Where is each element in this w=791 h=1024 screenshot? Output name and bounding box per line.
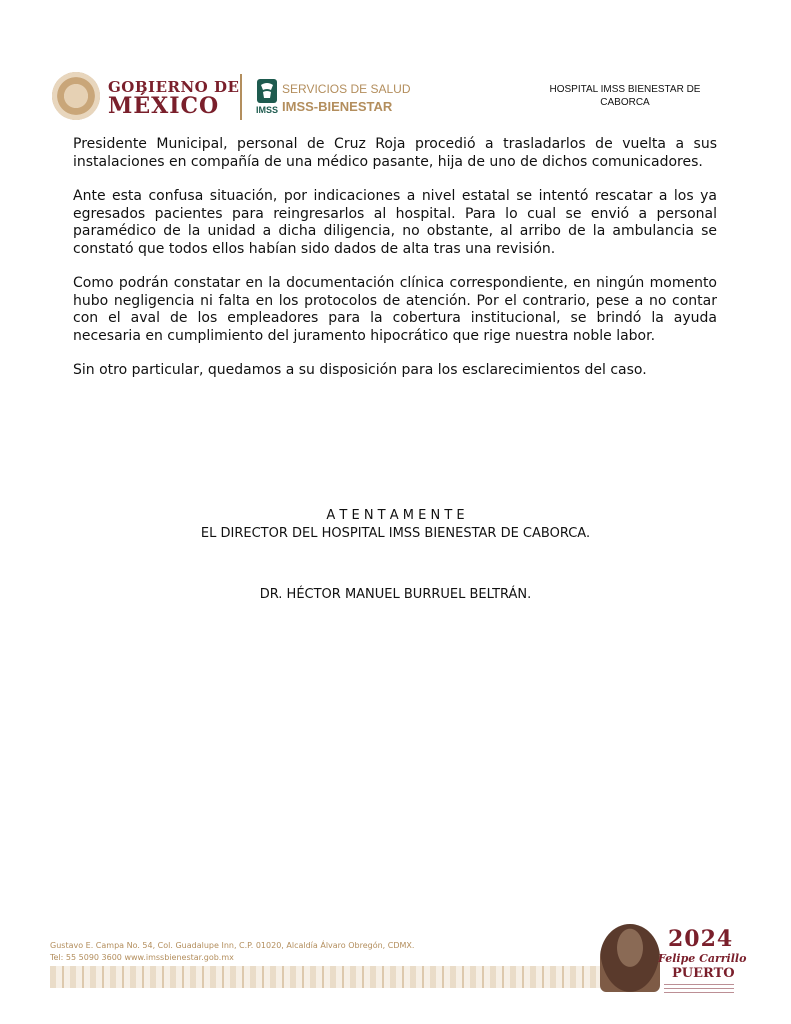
signer-title: EL DIRECTOR DEL HOSPITAL IMSS BIENESTAR DE CABORCA. [200,526,591,541]
portrait-icon [600,924,660,992]
paragraph: Como podrán constatar en la documentación clínica correspondiente, en ningún momento hubo negligencia ni falta en los protocolos de atención. Por el contrario, pese a no contar con el aval de los empleadores para la cobertura institucional, se brindó la ayuda necesaria en cumplimiento del juramento hipocrático que rige nuestra noble labor. [73,275,717,344]
mexico-label: MÉXICO [108,93,220,119]
year-label: 2024 [668,926,734,952]
imss-abbr-label: IMSS [256,105,279,115]
letter-body [73,136,717,397]
footer-pattern [50,966,610,988]
closing-text: A T E N T A M E N T E [326,508,465,523]
hospital-header-line1: HOSPITAL IMSS BIENESTAR DE [549,84,701,95]
paragraph: Ante esta confusa situación, por indicaciones a nivel estatal se intentó rescatar a los ya egresados pacientes para reingresarlos al hospital. Para lo cual se envió a personal paramédico de la unidad a dicha diligencia, no obstante, al arribo de la ambulancia se constató que todos ellos habían sido dados de alta tras una revisión. [73,188,717,257]
imss-eagle-icon [256,78,278,104]
imss-bienestar-label: IMSS-BIENESTAR [282,99,393,114]
gobierno-label: GOBIERNO DE [108,78,240,96]
hospital-header-line2: CABORCA [600,97,650,108]
signer-name: DR. HÉCTOR MANUEL BURRUEL BELTRÁN. [259,587,532,602]
servicios-label: SERVICIOS DE SALUD [282,82,411,96]
honoree-subtitle-decoration [664,984,734,996]
hospital-header [530,83,720,109]
paragraph: Presidente Municipal, personal de Cruz Roja procedió a trasladarlos de vuelta a sus instalaciones en compañía de una médico pasante, hija de uno de dichos comunicadores. [73,136,717,170]
footer-contact: Tel: 55 5090 3600 www.imssbienestar.gob.mx [50,953,234,962]
honoree-name: Felipe Carrillo [658,952,747,965]
paragraph: Sin otro particular, quedamos a su disposición para los esclarecimientos del caso. [73,362,647,378]
footer-address: Gustavo E. Campa No. 54, Col. Guadalupe Inn, C.P. 01020, Alcaldía Álvaro Obregón, CDMX. [50,941,415,950]
header-divider [240,74,242,120]
national-seal-icon [52,72,100,120]
honoree-surname: PUERTO [672,966,735,981]
